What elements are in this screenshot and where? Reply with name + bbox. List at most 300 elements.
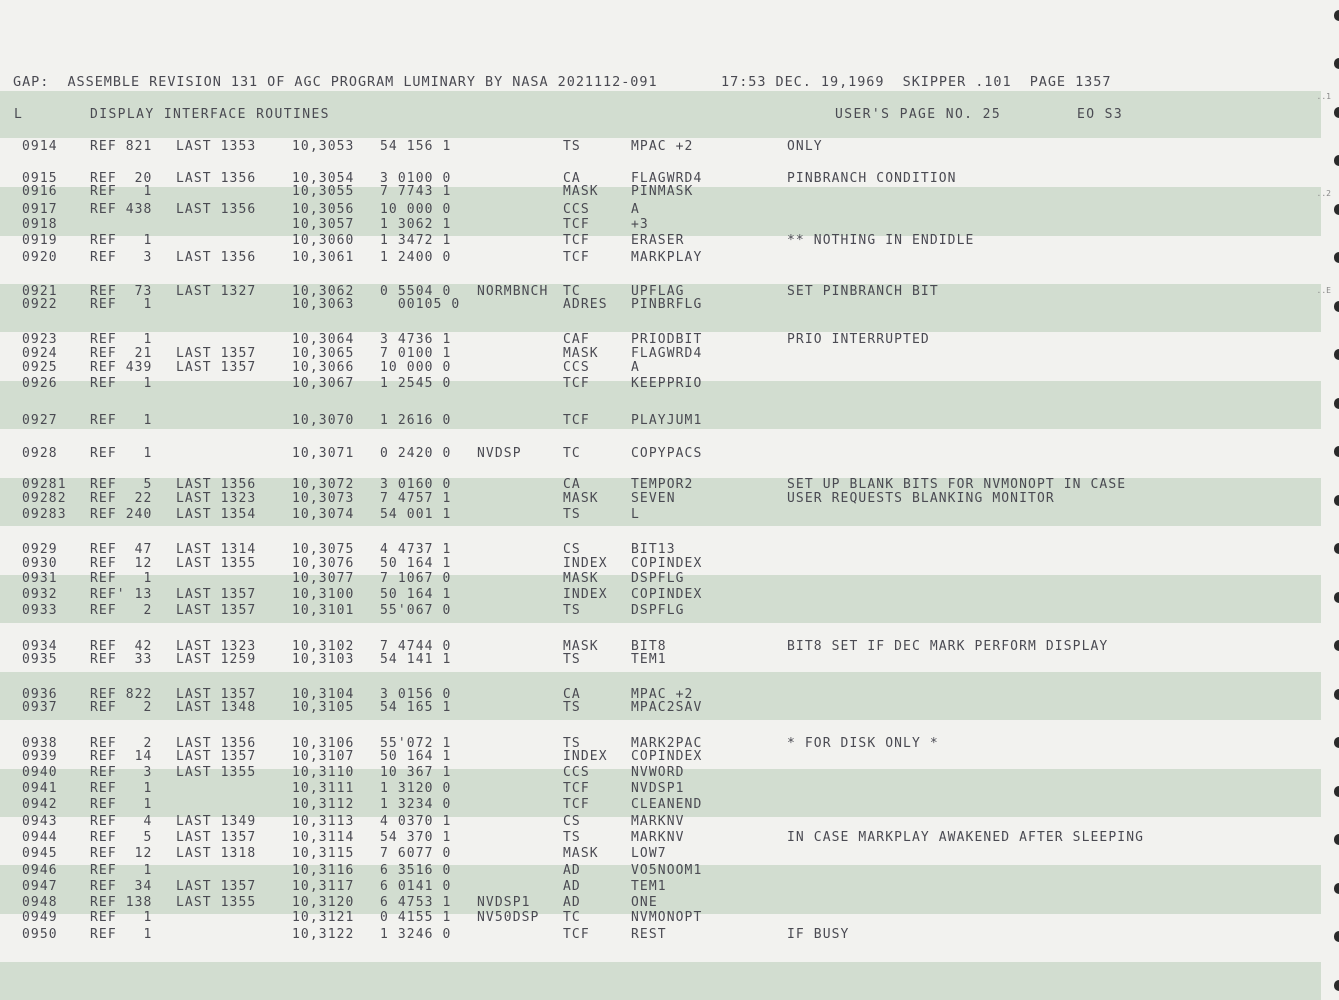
listing-ref: REF 1 <box>90 332 153 347</box>
listing-addr: 10,3101 <box>292 603 355 618</box>
feed-hole <box>1334 689 1339 700</box>
feed-hole <box>1334 301 1339 312</box>
listing-last: LAST 1323 <box>176 639 257 654</box>
listing-comment: USER REQUESTS BLANKING MONITOR <box>787 491 1055 506</box>
listing-code: 6 4753 1 <box>380 895 452 910</box>
listing-line: 0947 <box>22 879 58 894</box>
listing-operand: COPINDEX <box>631 749 703 764</box>
listing-row <box>0 333 1300 347</box>
listing-addr: 10,3110 <box>292 765 355 780</box>
listing-line: 0936 <box>22 687 58 702</box>
listing-addr: 10,3064 <box>292 332 355 347</box>
listing-ref: REF 12 <box>90 846 153 861</box>
listing-ref: REF 1 <box>90 797 153 812</box>
listing-ref: REF 3 <box>90 765 153 780</box>
listing-last: LAST 1357 <box>176 749 257 764</box>
listing-last: LAST 1348 <box>176 700 257 715</box>
listing-op: MASK <box>563 346 599 361</box>
tractor-feed-holes <box>1333 0 1339 1000</box>
listing-addr: 10,3055 <box>292 184 355 199</box>
listing-code: 0 2420 0 <box>380 446 452 461</box>
listing-operand: TEM1 <box>631 879 667 894</box>
listing-line: 0920 <box>22 250 58 265</box>
listing-row <box>0 766 1300 780</box>
listing-ref: REF 5 <box>90 830 153 845</box>
listing-label: NV50DSP <box>477 910 540 925</box>
listing-last: LAST 1357 <box>176 687 257 702</box>
listing-ref: REF 4 <box>90 814 153 829</box>
listing-op: TS <box>563 603 581 618</box>
listing-operand: BIT8 <box>631 639 667 654</box>
listing-row <box>0 218 1300 232</box>
listing-operand: MARKNV <box>631 830 685 845</box>
listing-operand: PRIODBIT <box>631 332 703 347</box>
listing-ref: REF 34 <box>90 879 153 894</box>
listing-code: 1 2616 0 <box>380 413 452 428</box>
listing-code: 4 0370 1 <box>380 814 452 829</box>
listing-row <box>0 492 1300 506</box>
listing-op: TS <box>563 139 581 154</box>
listing-addr: 10,3067 <box>292 376 355 391</box>
listing-ref: REF 1 <box>90 376 153 391</box>
listing-ref: REF 821 <box>90 139 153 154</box>
listing-row <box>0 928 1300 942</box>
listing-row <box>0 815 1300 829</box>
listing-op: AD <box>563 879 581 894</box>
listing-operand: NVDSP1 <box>631 781 685 796</box>
listing-row <box>0 588 1300 602</box>
listing-row <box>0 604 1300 618</box>
listing-addr: 10,3120 <box>292 895 355 910</box>
listing-code: 7 6077 0 <box>380 846 452 861</box>
listing-addr: 10,3071 <box>292 446 355 461</box>
listing-code: 7 4757 1 <box>380 491 452 506</box>
feed-hole <box>1334 883 1339 894</box>
listing-code: 3 4736 1 <box>380 332 452 347</box>
listing-line: 0918 <box>22 217 58 232</box>
listing-row <box>0 140 1300 154</box>
listing-ref: REF 21 <box>90 346 153 361</box>
listing-addr: 10,3053 <box>292 139 355 154</box>
listing-op: MASK <box>563 184 599 199</box>
listing-op: MASK <box>563 491 599 506</box>
listing-code: 7 1067 0 <box>380 571 452 586</box>
listing-operand: TEMPOR2 <box>631 477 694 492</box>
listing-last: LAST 1314 <box>176 542 257 557</box>
listing-op: CS <box>563 814 581 829</box>
listing-code: 1 3246 0 <box>380 927 452 942</box>
listing-code: 0 4155 1 <box>380 910 452 925</box>
listing-addr: 10,3061 <box>292 250 355 265</box>
listing-ref: REF 42 <box>90 639 153 654</box>
listing-operand: VO5NOOM1 <box>631 863 703 878</box>
listing-line: 0924 <box>22 346 58 361</box>
listing-op: INDEX <box>563 749 608 764</box>
listing-line: 0932 <box>22 587 58 602</box>
listing-op: TS <box>563 830 581 845</box>
listing-line: 0934 <box>22 639 58 654</box>
listing-op: CCS <box>563 765 590 780</box>
listing-code: 54 141 1 <box>380 652 452 667</box>
listing-code: 54 156 1 <box>380 139 452 154</box>
listing-addr: 10,3112 <box>292 797 355 812</box>
listing-addr: 10,3113 <box>292 814 355 829</box>
listing-operand: L <box>631 507 640 522</box>
listing-line: 0937 <box>22 700 58 715</box>
listing-ref: REF 47 <box>90 542 153 557</box>
listing-code: 00105 0 <box>380 297 461 312</box>
feed-hole <box>1334 58 1339 69</box>
listing-op: TC <box>563 284 581 299</box>
feed-hole <box>1334 446 1339 457</box>
feed-hole <box>1334 155 1339 166</box>
listing-ref: REF 12 <box>90 556 153 571</box>
listing-operand: TEM1 <box>631 652 667 667</box>
listing-line: 0921 <box>22 284 58 299</box>
listing-comment: IF BUSY <box>787 927 850 942</box>
listing-operand: COPYPACS <box>631 446 703 461</box>
listing-row <box>0 543 1300 557</box>
listing-code: 7 4744 0 <box>380 639 452 654</box>
listing-code: 1 2545 0 <box>380 376 452 391</box>
listing-last: LAST 1355 <box>176 895 257 910</box>
listing-row <box>0 896 1300 910</box>
listing-op: MASK <box>563 846 599 861</box>
listing-op: INDEX <box>563 556 608 571</box>
feed-hole <box>1334 398 1339 409</box>
listing-op: CAF <box>563 332 590 347</box>
listing-line: 0927 <box>22 413 58 428</box>
listing-addr: 10,3056 <box>292 202 355 217</box>
listing-line: 0935 <box>22 652 58 667</box>
listing-last: LAST 1357 <box>176 587 257 602</box>
listing-code: 3 0100 0 <box>380 171 452 186</box>
listing-line: 0938 <box>22 736 58 751</box>
listing-addr: 10,3117 <box>292 879 355 894</box>
listing-line: 0923 <box>22 332 58 347</box>
listing-row <box>0 203 1300 217</box>
listing-code: 1 3062 1 <box>380 217 452 232</box>
listing-op: CCS <box>563 360 590 375</box>
feed-hole <box>1334 834 1339 845</box>
listing-line: 0933 <box>22 603 58 618</box>
listing-row <box>0 251 1300 265</box>
listing-operand: PINBRFLG <box>631 297 703 312</box>
feed-hole <box>1334 107 1339 118</box>
feed-hole <box>1334 204 1339 215</box>
listing-ref: REF 2 <box>90 700 153 715</box>
listing-operand: FLAGWRD4 <box>631 171 703 186</box>
eo-marker: EO S3 <box>1077 107 1124 122</box>
listing-code: 54 370 1 <box>380 830 452 845</box>
listing-last: LAST 1357 <box>176 360 257 375</box>
listing-line: 0939 <box>22 749 58 764</box>
margin-mark: ..1 <box>1316 92 1331 101</box>
listing-addr: 10,3115 <box>292 846 355 861</box>
listing-addr: 10,3057 <box>292 217 355 232</box>
listing-code: 3 0160 0 <box>380 477 452 492</box>
listing-line: 0944 <box>22 830 58 845</box>
listing-line: 0949 <box>22 910 58 925</box>
listing-code: 0 5504 0 <box>380 284 452 299</box>
feed-hole <box>1334 786 1339 797</box>
listing-op: TCF <box>563 781 590 796</box>
listing-line: 0950 <box>22 927 58 942</box>
listing-code: 55'067 0 <box>380 603 452 618</box>
listing-operand: KEEPPRIO <box>631 376 703 391</box>
listing-addr: 10,3116 <box>292 863 355 878</box>
listing-row <box>0 750 1300 764</box>
listing-comment: SET PINBRANCH BIT <box>787 284 939 299</box>
margin-mark: ..2 <box>1316 189 1331 198</box>
listing-ref: REF 1 <box>90 413 153 428</box>
feed-hole <box>1334 980 1339 991</box>
listing-row <box>0 234 1300 248</box>
listing-operand: MARK2PAC <box>631 736 703 751</box>
listing-op: TS <box>563 736 581 751</box>
listing-operand: MPAC +2 <box>631 687 694 702</box>
listing-addr: 10,3105 <box>292 700 355 715</box>
listing-last: LAST 1357 <box>176 346 257 361</box>
listing-row <box>0 347 1300 361</box>
listing-addr: 10,3103 <box>292 652 355 667</box>
listing-line: 0929 <box>22 542 58 557</box>
listing-row <box>0 911 1300 925</box>
listing-row <box>0 298 1300 312</box>
listing-addr: 10,3100 <box>292 587 355 602</box>
listing-last: LAST 1349 <box>176 814 257 829</box>
listing-code: 7 0100 1 <box>380 346 452 361</box>
listing-line: 0926 <box>22 376 58 391</box>
feed-hole <box>1334 592 1339 603</box>
listing-last: LAST 1327 <box>176 284 257 299</box>
listing-op: CS <box>563 542 581 557</box>
listing-addr: 10,3077 <box>292 571 355 586</box>
listing-addr: 10,3074 <box>292 507 355 522</box>
listing-last: LAST 1354 <box>176 507 257 522</box>
listing-line: 0943 <box>22 814 58 829</box>
listing-addr: 10,3114 <box>292 830 355 845</box>
listing-row <box>0 572 1300 586</box>
listing-last: LAST 1357 <box>176 830 257 845</box>
listing-code: 50 164 1 <box>380 556 452 571</box>
listing-operand: DSPFLG <box>631 571 685 586</box>
listing-row <box>0 185 1300 199</box>
listing-comment: PRIO INTERRUPTED <box>787 332 930 347</box>
listing-line: 0946 <box>22 863 58 878</box>
listing-addr: 10,3107 <box>292 749 355 764</box>
listing-code: 3 0156 0 <box>380 687 452 702</box>
listing-line: 0928 <box>22 446 58 461</box>
listing-line: 0917 <box>22 202 58 217</box>
listing-ref: REF 2 <box>90 603 153 618</box>
listing-last: LAST 1356 <box>176 736 257 751</box>
feed-hole <box>1334 252 1339 263</box>
feed-hole <box>1334 543 1339 554</box>
listing-op: TCF <box>563 376 590 391</box>
listing-operand: +3 <box>631 217 649 232</box>
listing-line: 0919 <box>22 233 58 248</box>
listing-row <box>0 701 1300 715</box>
listing-ref: REF 1 <box>90 910 153 925</box>
listing-ref: REF 14 <box>90 749 153 764</box>
listing-addr: 10,3070 <box>292 413 355 428</box>
listing-op: TC <box>563 910 581 925</box>
listing-operand: MARKPLAY <box>631 250 703 265</box>
listing-line: 0948 <box>22 895 58 910</box>
listing-last: LAST 1356 <box>176 171 257 186</box>
listing-last: LAST 1259 <box>176 652 257 667</box>
listing-line: 0941 <box>22 781 58 796</box>
listing-row <box>0 798 1300 812</box>
listing-row <box>0 447 1300 461</box>
listing-op: CA <box>563 687 581 702</box>
listing-operand: COPINDEX <box>631 587 703 602</box>
listing-row <box>0 831 1300 845</box>
listing-op: MASK <box>563 639 599 654</box>
feed-hole <box>1334 495 1339 506</box>
listing-operand: MARKNV <box>631 814 685 829</box>
listing-comment: SET UP BLANK BITS FOR NVMONOPT IN CASE <box>787 477 1127 492</box>
listing-code: 54 165 1 <box>380 700 452 715</box>
listing-last: LAST 1356 <box>176 202 257 217</box>
listing-comment: * FOR DISK ONLY * <box>787 736 939 751</box>
feed-hole <box>1334 10 1339 21</box>
listing-addr: 10,3076 <box>292 556 355 571</box>
listing-op: TS <box>563 507 581 522</box>
listing-operand: CLEANEND <box>631 797 703 812</box>
listing-addr: 10,3063 <box>292 297 355 312</box>
listing-ref: REF 5 <box>90 477 153 492</box>
listing-row <box>0 864 1300 878</box>
listing-code: 50 164 1 <box>380 587 452 602</box>
listing-ref: REF 3 <box>90 250 153 265</box>
listing-op: INDEX <box>563 587 608 602</box>
listing-code: 10 367 1 <box>380 765 452 780</box>
listing-row <box>0 478 1300 492</box>
listing-addr: 10,3106 <box>292 736 355 751</box>
listing-op: AD <box>563 895 581 910</box>
listing-operand: NVMONOPT <box>631 910 703 925</box>
listing-addr: 10,3121 <box>292 910 355 925</box>
listing-ref: REF 1 <box>90 297 153 312</box>
listing-code: 6 0141 0 <box>380 879 452 894</box>
listing-label: NVDSP <box>477 446 522 461</box>
section-title: DISPLAY INTERFACE ROUTINES <box>90 107 330 122</box>
listing-op: MASK <box>563 571 599 586</box>
margin-mark: ..E <box>1316 286 1331 295</box>
listing-ref: REF 138 <box>90 895 153 910</box>
listing-op: TCF <box>563 217 590 232</box>
listing-row <box>0 377 1300 391</box>
listing-op: TCF <box>563 927 590 942</box>
feed-hole <box>1334 349 1339 360</box>
listing-addr: 10,3075 <box>292 542 355 557</box>
feed-hole <box>1334 931 1339 942</box>
listing-ref: REF 1 <box>90 781 153 796</box>
listing-row <box>0 508 1300 522</box>
feed-hole <box>1334 737 1339 748</box>
listing-row <box>0 880 1300 894</box>
listing-operand: FLAGWRD4 <box>631 346 703 361</box>
listing-label: NORMBNCH <box>477 284 549 299</box>
listing-ref: REF 1 <box>90 184 153 199</box>
listing-line: 0915 <box>22 171 58 186</box>
listing-code: 1 3234 0 <box>380 797 452 812</box>
listing-ref: REF' 13 <box>90 587 153 602</box>
listing-addr: 10,3054 <box>292 171 355 186</box>
listing-line: 0922 <box>22 297 58 312</box>
listing-op: TCF <box>563 797 590 812</box>
listing-last: LAST 1357 <box>176 603 257 618</box>
feed-hole <box>1334 640 1339 651</box>
listing-addr: 10,3060 <box>292 233 355 248</box>
listing-op: TCF <box>563 250 590 265</box>
listing-code: 10 000 0 <box>380 360 452 375</box>
listing-ref: REF 1 <box>90 446 153 461</box>
listing-ref: REF 2 <box>90 736 153 751</box>
listing-row <box>0 782 1300 796</box>
listing-ref: REF 240 <box>90 507 153 522</box>
listing-line: 0930 <box>22 556 58 571</box>
listing-comment: BIT8 SET IF DEC MARK PERFORM DISPLAY <box>787 639 1109 654</box>
listing-operand: MPAC +2 <box>631 139 694 154</box>
listing-ref: REF 1 <box>90 863 153 878</box>
listing-addr: 10,3122 <box>292 927 355 942</box>
listing-op: TCF <box>563 413 590 428</box>
listing-addr: 10,3062 <box>292 284 355 299</box>
listing-operand: PINMASK <box>631 184 694 199</box>
listing-addr: 10,3102 <box>292 639 355 654</box>
listing-last: LAST 1318 <box>176 846 257 861</box>
listing-op: ADRES <box>563 297 608 312</box>
listing-operand: DSPFLG <box>631 603 685 618</box>
listing-op: TS <box>563 652 581 667</box>
listing-code: 1 3472 1 <box>380 233 452 248</box>
listing-code: 54 001 1 <box>380 507 452 522</box>
listing-comment: IN CASE MARKPLAY AWAKENED AFTER SLEEPING <box>787 830 1145 845</box>
listing-line: 09282 <box>22 491 67 506</box>
listing-operand: PLAYJUM1 <box>631 413 703 428</box>
listing-line: 0940 <box>22 765 58 780</box>
listing-code: 50 164 1 <box>380 749 452 764</box>
listing-operand: A <box>631 360 640 375</box>
listing-line: 09283 <box>22 507 67 522</box>
listing-operand: REST <box>631 927 667 942</box>
title-left-marker: L <box>14 107 22 122</box>
listing-line: 0914 <box>22 139 58 154</box>
listing-last: LAST 1353 <box>176 139 257 154</box>
listing-op: TS <box>563 700 581 715</box>
listing-code: 7 7743 1 <box>380 184 452 199</box>
listing-code: 6 3516 0 <box>380 863 452 878</box>
listing-operand: NVWORD <box>631 765 685 780</box>
listing-ref: REF 33 <box>90 652 153 667</box>
listing-row <box>0 557 1300 571</box>
listing-comment: ** NOTHING IN ENDIDLE <box>787 233 975 248</box>
listing-ref: REF 1 <box>90 233 153 248</box>
listing-line: 0916 <box>22 184 58 199</box>
listing-last: LAST 1357 <box>176 879 257 894</box>
listing-row <box>0 414 1300 428</box>
listing-operand: ERASER <box>631 233 685 248</box>
listing-op: TCF <box>563 233 590 248</box>
listing-code: 1 3120 0 <box>380 781 452 796</box>
listing-addr: 10,3072 <box>292 477 355 492</box>
listing-op: CA <box>563 477 581 492</box>
listing-code: 4 4737 1 <box>380 542 452 557</box>
listing-row <box>0 361 1300 375</box>
